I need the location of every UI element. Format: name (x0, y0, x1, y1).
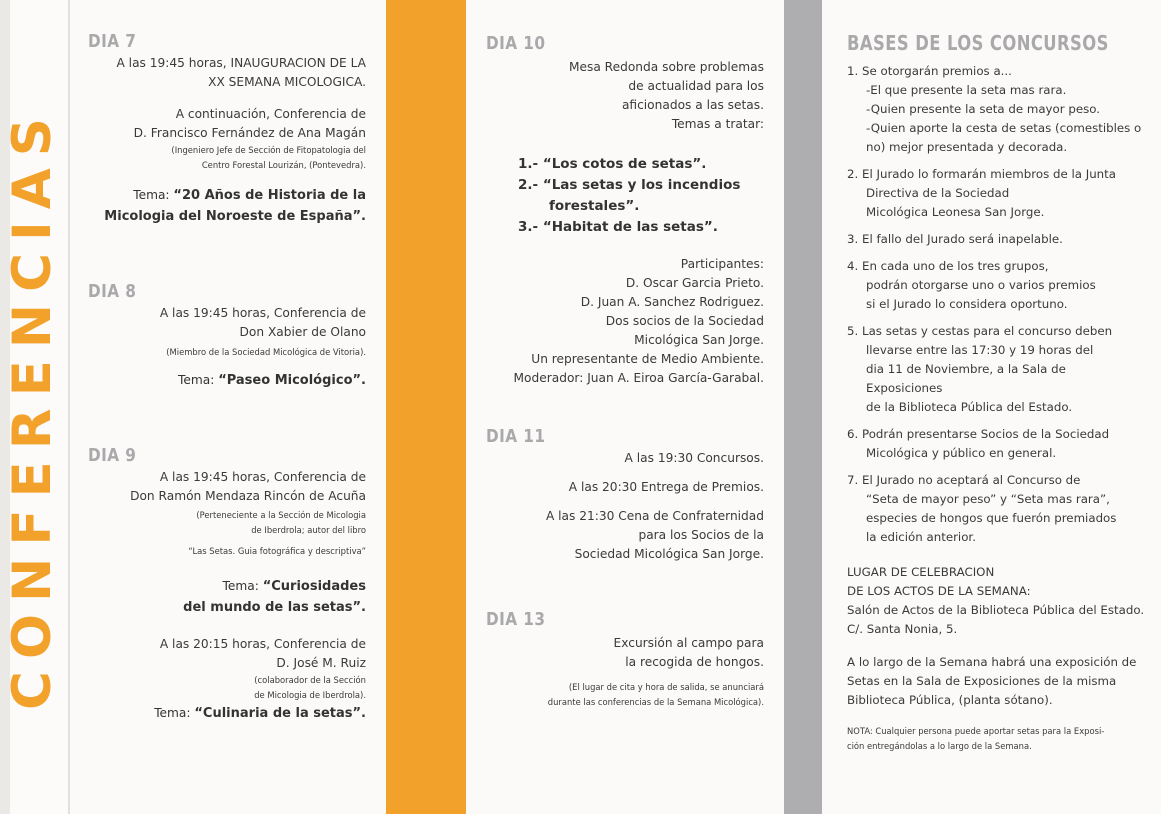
venue-heading: DE LOS ACTOS DE LA SEMANA: (847, 584, 1031, 598)
rules-heading: BASES DE LOS CONCURSOS (847, 31, 1109, 55)
venue-heading: LUGAR DE CELEBRACION (847, 565, 995, 579)
rule-item: especies de hongos que fuerón premiados (866, 511, 1117, 525)
rules-block (847, 30, 1145, 754)
topic-item: 2.- “Las setas y los incendios (518, 177, 741, 193)
day-9-note: (colaborador de la Sección (254, 675, 366, 685)
day-8-heading: DIA 8 (88, 281, 137, 302)
day-13-block (486, 608, 764, 710)
rule-item: podrán otorgarse uno o varios premios (866, 278, 1096, 292)
day-10-line: Mesa Redonda sobre problemas (568, 60, 764, 74)
rule-item: la edición anterior. (866, 530, 976, 544)
topic-item: 1.- “Los cotos de setas”. (518, 156, 707, 172)
day-10-line: de actualidad para los (628, 79, 764, 93)
day-7-block (88, 30, 366, 227)
day-11-line: Sociedad Micológica San Jorge. (574, 547, 764, 561)
day-9-topic: Tema: “Curiosidades (222, 579, 366, 594)
day-8-note: (Miembro de la Sociedad Micológica de Vitoria). (166, 347, 366, 357)
venue-address: C/. Santa Nonia, 5. (847, 622, 958, 636)
day-9-note: “Las Setas. Guia fotográfica y descriptiva” (188, 546, 366, 556)
day-7-topic: Micologia del Noroeste de España”. (104, 209, 366, 224)
grey-stripe (784, 0, 822, 814)
rule-item: 3. El fallo del Jurado será inapelable. (847, 232, 1063, 246)
participant: D. Juan A. Sanchez Rodriguez. (580, 295, 764, 309)
day-9-heading: DIA 9 (88, 445, 137, 466)
participant: Dos socios de la Sociedad (605, 314, 764, 328)
rule-item: Directiva de la Sociedad (866, 186, 1010, 200)
day-10-heading: DIA 10 (486, 33, 546, 54)
exhibition-text: Biblioteca Pública, (planta sótano). (847, 693, 1053, 707)
rule-item: -El que presente la seta mas rara. (866, 83, 1067, 97)
topic-item: 3.- “Habitat de las setas”. (518, 219, 718, 235)
day-10-topics (486, 154, 764, 238)
rule-item: -Quien presente la seta de mayor peso. (866, 102, 1100, 116)
day-9-note: de Micologia de Iberdrola). (254, 690, 366, 700)
exhibition-text: Setas en la Sala de Exposiciones de la misma (847, 674, 1117, 688)
rule-item: 1. Se otorgarán premios a... (847, 64, 1012, 78)
day-7-topic: Tema: “20 Años de Historia de la (133, 188, 366, 203)
day-9-topic: Tema: “Culinaria de la setas”. (154, 706, 366, 721)
topic-item: forestales”. (549, 198, 640, 214)
rule-item: 7. El Jurado no aceptará al Concurso de (847, 473, 1081, 487)
day-9-line: A las 19:45 horas, Conferencia de (159, 470, 366, 484)
day-8-topic: Tema: “Paseo Micológico”. (177, 373, 366, 388)
day-13-heading: DIA 13 (486, 609, 546, 630)
day-7-note: Centro Forestal Lourizán, (Pontevedra). (201, 160, 366, 170)
day-9-topic: del mundo de las setas”. (183, 600, 366, 615)
rule-item: Micológica Leonesa San Jorge. (866, 205, 1045, 219)
note-text: ción entregándolas a lo largo de la Semana. (847, 741, 1032, 751)
day-8-speaker: Don Xabier de Olano (239, 325, 366, 339)
rule-item: 5. Las setas y cestas para el concurso deben (847, 324, 1113, 338)
rule-item: 6. Podrán presentarse Socios de la Sociedad (847, 427, 1110, 441)
day-13-note: (El lugar de cita y hora de salida, se anunciará (568, 682, 764, 692)
rule-item: dia 11 de Noviembre, a la Sala de Exposiciones (866, 362, 1066, 395)
day-8-block (88, 280, 366, 391)
rule-item: no) mejor presentada y decorada. (866, 140, 1068, 154)
participant: Micológica San Jorge. (634, 333, 764, 347)
day-13-line: Excursión al campo para (613, 636, 764, 650)
day-13-note: durante las conferencias de la Semana Micológica). (547, 697, 764, 707)
day-11-line: A las 21:30 Cena de Confraternidad (545, 509, 764, 523)
note-text: NOTA: Cualquier persona puede aportar setas para la Exposi- (847, 726, 1105, 736)
rule-item: “Seta de mayor peso” y “Seta mas rara”, (866, 492, 1110, 506)
rule-item: si el Jurado lo considera oportuno. (866, 297, 1068, 311)
day-9-block (88, 444, 366, 724)
rule-item: de la Biblioteca Pública del Estado. (866, 400, 1073, 414)
left-fold-line (68, 0, 70, 814)
day-9-note: de Iberdrola; autor del libro (251, 525, 366, 535)
rule-item: Micológica y público en general. (866, 446, 1057, 460)
exhibition-text: A lo largo de la Semana habrá una exposición de (847, 655, 1137, 669)
orange-stripe (386, 0, 466, 814)
day-13-line: la recogida de hongos. (625, 655, 764, 669)
rule-item: llevarse entre las 17:30 y 19 horas del (866, 343, 1094, 357)
day-11-line: A las 19:30 Concursos. (624, 451, 764, 465)
moderator: Moderador: Juan A. Eiroa García-Garabal. (513, 371, 764, 385)
day-9-note: (Perteneciente a la Sección de Micologia (196, 510, 366, 520)
day-7-heading: DIA 7 (88, 31, 137, 52)
day-7-speaker: D. Francisco Fernández de Ana Magán (133, 126, 366, 140)
rule-item: 2. El Jurado lo formarán miembros de la Junta (847, 167, 1117, 181)
participant: D. Oscar Garcia Prieto. (625, 276, 764, 290)
day-11-block (486, 425, 764, 564)
day-11-line: para los Socios de la (638, 528, 764, 542)
day-11-line: A las 20:30 Entrega de Premios. (568, 480, 764, 494)
rule-item: -Quien aporte la cesta de setas (comestibles o (866, 121, 1142, 135)
participants-label: Participantes: (680, 257, 764, 271)
day-9-speaker: D. José M. Ruiz (276, 656, 366, 670)
vertical-title: CONFERENCIAS (2, 106, 63, 710)
day-8-line: A las 19:45 horas, Conferencia de (159, 306, 366, 320)
day-7-line: A continuación, Conferencia de (175, 107, 366, 121)
rule-item: 4. En cada uno de los tres grupos, (847, 259, 1049, 273)
day-7-note: (Ingeniero Jefe de Sección de Fitopatologia del (171, 145, 366, 155)
day-9-speaker: Don Ramón Mendaza Rincón de Acuña (130, 489, 366, 503)
venue-address: Salón de Actos de la Biblioteca Pública del Estado. (847, 603, 1145, 617)
day-9-line: A las 20:15 horas, Conferencia de (159, 637, 366, 651)
day-10-line: aficionados a las setas. (621, 98, 764, 112)
day-7-line: XX SEMANA MICOLOGICA. (208, 75, 366, 89)
day-7-line: A las 19:45 horas, INAUGURACION DE LA (116, 56, 366, 70)
day-10-block (486, 32, 764, 388)
participant: Un representante de Medio Ambiente. (531, 352, 764, 366)
day-10-line: Temas a tratar: (671, 117, 764, 131)
day-11-heading: DIA 11 (486, 426, 546, 447)
